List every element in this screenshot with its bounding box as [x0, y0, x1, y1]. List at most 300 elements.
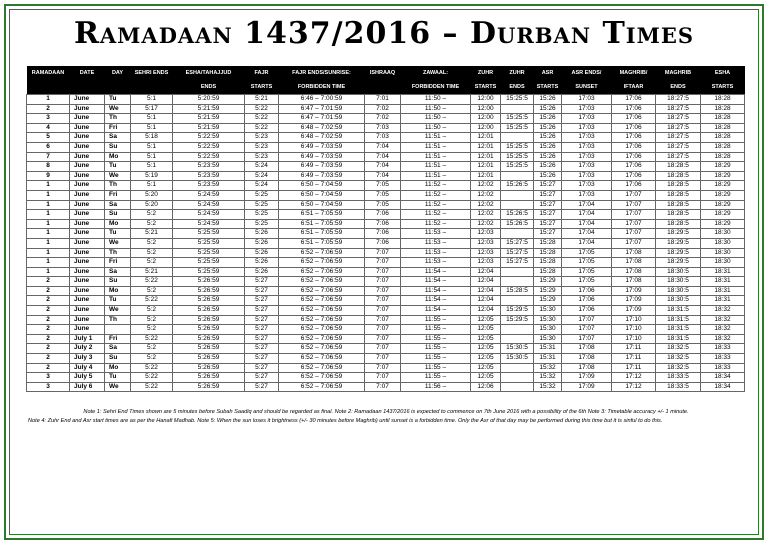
- table-cell: 7:05: [365, 181, 401, 191]
- table-cell: 6:52 – 7:06:59: [279, 248, 365, 258]
- table-cell: 18:28: [701, 95, 745, 105]
- table-cell: June: [70, 162, 105, 172]
- table-cell: Fri: [105, 334, 131, 344]
- table-cell: Fri: [105, 258, 131, 268]
- table-cell: 17:08: [562, 344, 612, 354]
- table-cell: [501, 373, 534, 383]
- table-cell: June: [70, 200, 105, 210]
- table-cell: 15:30: [534, 315, 562, 325]
- table-cell: 5:22: [131, 373, 173, 383]
- page-title: Ramadaan 1437/2016 – Durban Times: [73, 16, 695, 51]
- table-cell: 5:1: [131, 152, 173, 162]
- table-cell: We: [105, 238, 131, 248]
- table-cell: 17:06: [612, 123, 656, 133]
- table-row: [27, 95, 745, 105]
- table-cell: June: [70, 142, 105, 152]
- table-cell: 11:52 –: [401, 190, 471, 200]
- table-cell: 17:07: [612, 200, 656, 210]
- column-header: ENDS: [501, 80, 534, 95]
- table-cell: 17:07: [612, 219, 656, 229]
- table-cell: 5:2: [131, 248, 173, 258]
- table-cell: 12:01: [471, 142, 501, 152]
- table-cell: 6:52 – 7:06:59: [279, 258, 365, 268]
- table-cell: 17:03: [562, 162, 612, 172]
- table-row: [27, 373, 745, 383]
- table-cell: 18:30:5: [656, 296, 701, 306]
- table-cell: 7:07: [365, 334, 401, 344]
- table-cell: 6:52 – 7:06:59: [279, 306, 365, 316]
- table-row: [27, 277, 745, 287]
- table-row: [27, 104, 745, 114]
- column-header: FORBIDDEN TIME: [279, 80, 365, 95]
- table-cell: 5:1: [131, 114, 173, 124]
- table-cell: 5:24:59: [173, 210, 245, 220]
- table-cell: 18:30:5: [656, 286, 701, 296]
- table-cell: 6:49 – 7:03:59: [279, 152, 365, 162]
- table-cell: 7:07: [365, 306, 401, 316]
- table-cell: 12:01: [471, 152, 501, 162]
- table-cell: Tu: [105, 373, 131, 383]
- table-cell: June: [70, 114, 105, 124]
- table-cell: 12:05: [471, 315, 501, 325]
- table-cell: 7:07: [365, 248, 401, 258]
- table-cell: 17:04: [562, 238, 612, 248]
- table-cell: Su: [105, 277, 131, 287]
- table-cell: 12:00: [471, 95, 501, 105]
- table-cell: 18:29: [701, 200, 745, 210]
- table-cell: 18:27:5: [656, 104, 701, 114]
- table-cell: 5:27: [245, 363, 279, 373]
- table-cell: 18:29:5: [656, 248, 701, 258]
- table-cell: 6:51 – 7:05:59: [279, 229, 365, 239]
- table-cell: 5:2: [131, 306, 173, 316]
- table-cell: 12:05: [471, 354, 501, 364]
- table-cell: 5:27: [245, 325, 279, 335]
- table-row: [27, 133, 745, 143]
- table-cell: 15:32: [534, 373, 562, 383]
- table-cell: 12:06: [471, 382, 501, 392]
- table-cell: 18:31: [701, 286, 745, 296]
- table-cell: [105, 325, 131, 335]
- table-cell: 6:46 – 7:00:59: [279, 95, 365, 105]
- table-cell: 17:10: [612, 325, 656, 335]
- table-cell: [501, 334, 534, 344]
- table-cell: 15:26:5: [501, 181, 534, 191]
- table-row: [27, 267, 745, 277]
- table-cell: 15:25:5: [501, 95, 534, 105]
- table-cell: 17:09: [562, 373, 612, 383]
- table-cell: 7:07: [365, 296, 401, 306]
- table-cell: 11:52 –: [401, 219, 471, 229]
- table-cell: 17:07: [562, 325, 612, 335]
- table-cell: 17:06: [612, 104, 656, 114]
- table-cell: 5:22: [245, 104, 279, 114]
- table-row: [27, 325, 745, 335]
- table-cell: 17:11: [612, 344, 656, 354]
- table-cell: June: [70, 210, 105, 220]
- table-cell: 17:07: [612, 229, 656, 239]
- table-cell: 12:03: [471, 238, 501, 248]
- table-cell: 15:30: [534, 325, 562, 335]
- table-cell: 18:29: [701, 219, 745, 229]
- table-cell: 12:05: [471, 344, 501, 354]
- table-cell: Sa: [105, 344, 131, 354]
- table-cell: 15:30: [534, 306, 562, 316]
- table-cell: 17:12: [612, 373, 656, 383]
- table-cell: 5:26:59: [173, 325, 245, 335]
- table-cell: 18:31:5: [656, 306, 701, 316]
- table-cell: June: [70, 152, 105, 162]
- table-cell: 17:03: [562, 133, 612, 143]
- table-row: [27, 190, 745, 200]
- table-cell: 6:52 – 7:06:59: [279, 354, 365, 364]
- table-cell: 11:55 –: [401, 344, 471, 354]
- table-cell: Sa: [105, 267, 131, 277]
- table-cell: 5:19: [131, 171, 173, 181]
- column-header: FAJR ENDS/SUNRISE:: [279, 66, 365, 80]
- table-cell: 11:55 –: [401, 315, 471, 325]
- table-cell: 5:26:59: [173, 373, 245, 383]
- table-cell: 15:29: [534, 296, 562, 306]
- table-cell: 17:06: [612, 133, 656, 143]
- table-cell: 17:11: [612, 354, 656, 364]
- table-cell: 5:24:59: [173, 190, 245, 200]
- table-row: [27, 315, 745, 325]
- table-cell: 11:55 –: [401, 354, 471, 364]
- column-header: MAGHRIB: [656, 66, 701, 80]
- table-cell: 11:53 –: [401, 238, 471, 248]
- table-cell: 1: [27, 248, 70, 258]
- table-cell: 5:26:59: [173, 315, 245, 325]
- table-cell: 15:26: [534, 123, 562, 133]
- table-cell: 17:06: [562, 306, 612, 316]
- table-cell: 17:04: [562, 200, 612, 210]
- table-cell: 18:30: [701, 248, 745, 258]
- table-cell: 18:34: [701, 373, 745, 383]
- table-cell: 15:26: [534, 152, 562, 162]
- table-cell: 5:1: [131, 142, 173, 152]
- table-cell: 12:04: [471, 296, 501, 306]
- table-cell: 15:30:5: [501, 354, 534, 364]
- table-cell: 5:26: [245, 248, 279, 258]
- table-cell: 18:30: [701, 238, 745, 248]
- column-header: FAJR: [245, 66, 279, 80]
- table-cell: June: [70, 190, 105, 200]
- table-cell: 6:52 – 7:06:59: [279, 373, 365, 383]
- table-cell: Tu: [105, 95, 131, 105]
- table-cell: 1: [27, 200, 70, 210]
- column-header: MAGHRIB/: [612, 66, 656, 80]
- table-cell: 5:27: [245, 373, 279, 383]
- table-cell: 6:49 – 7:03:59: [279, 142, 365, 152]
- table-cell: 1: [27, 258, 70, 268]
- table-cell: 3: [27, 382, 70, 392]
- column-header: [131, 80, 173, 95]
- table-cell: 5:22:59: [173, 142, 245, 152]
- table-cell: 11:52 –: [401, 200, 471, 210]
- table-cell: Su: [105, 142, 131, 152]
- table-cell: 5:26:59: [173, 286, 245, 296]
- table-cell: 18:31:5: [656, 315, 701, 325]
- table-cell: 18:32:5: [656, 344, 701, 354]
- table-cell: 5:22: [131, 382, 173, 392]
- table-cell: July 2: [70, 344, 105, 354]
- table-cell: 17:05: [562, 258, 612, 268]
- column-header: FORBIDDEN TIME: [401, 80, 471, 95]
- table-cell: 18:33: [701, 344, 745, 354]
- table-cell: 17:08: [562, 363, 612, 373]
- table-cell: June: [70, 248, 105, 258]
- table-cell: 15:26: [534, 133, 562, 143]
- table-cell: 5:26: [245, 238, 279, 248]
- table-cell: 1: [27, 210, 70, 220]
- column-header: DAY: [105, 66, 131, 80]
- table-cell: 5:18: [131, 133, 173, 143]
- table-cell: 5:27: [245, 315, 279, 325]
- table-cell: 12:05: [471, 334, 501, 344]
- table-cell: 6:47 – 7:01:59: [279, 104, 365, 114]
- table-cell: 11:55 –: [401, 363, 471, 373]
- table-cell: 5:2: [131, 315, 173, 325]
- table-cell: 5:25:59: [173, 267, 245, 277]
- table-cell: 18:31: [701, 277, 745, 287]
- table-cell: 6:52 – 7:06:59: [279, 344, 365, 354]
- table-cell: July 1: [70, 334, 105, 344]
- table-cell: 18:27:5: [656, 142, 701, 152]
- table-cell: [501, 200, 534, 210]
- table-cell: June: [70, 286, 105, 296]
- table-cell: 12:04: [471, 267, 501, 277]
- table-cell: 17:06: [612, 152, 656, 162]
- table-cell: Sa: [105, 133, 131, 143]
- column-header: STARTS: [245, 80, 279, 95]
- table-row: [27, 382, 745, 392]
- table-cell: 5:27: [245, 277, 279, 287]
- table-cell: 1: [27, 190, 70, 200]
- table-cell: Tu: [105, 162, 131, 172]
- table-cell: 17:07: [612, 190, 656, 200]
- table-cell: 5:2: [131, 344, 173, 354]
- table-cell: 5:22:59: [173, 133, 245, 143]
- table-cell: 11:52 –: [401, 210, 471, 220]
- table-cell: [501, 325, 534, 335]
- table-cell: 15:26: [534, 104, 562, 114]
- table-cell: Sa: [105, 200, 131, 210]
- column-header: IFTAAR: [612, 80, 656, 95]
- table-row: [27, 238, 745, 248]
- table-cell: 2: [27, 306, 70, 316]
- table-cell: 5:23: [245, 142, 279, 152]
- table-cell: 17:05: [562, 277, 612, 287]
- table-cell: 7:07: [365, 325, 401, 335]
- table-cell: 18:29:5: [656, 229, 701, 239]
- table-cell: 17:11: [612, 363, 656, 373]
- table-cell: 11:50 –: [401, 123, 471, 133]
- table-cell: 17:05: [562, 267, 612, 277]
- table-cell: 15:28:5: [501, 286, 534, 296]
- table-cell: 18:30: [701, 229, 745, 239]
- table-cell: 6:50 – 7:04:59: [279, 190, 365, 200]
- table-cell: 17:07: [562, 334, 612, 344]
- table-cell: 2: [27, 363, 70, 373]
- table-cell: 5:24: [245, 171, 279, 181]
- table-cell: 5:25:59: [173, 238, 245, 248]
- table-cell: June: [70, 171, 105, 181]
- table-cell: 2: [27, 354, 70, 364]
- table-cell: 18:28: [701, 152, 745, 162]
- table-cell: 18:28:5: [656, 190, 701, 200]
- table-cell: 17:03: [562, 190, 612, 200]
- table-cell: Tu: [105, 296, 131, 306]
- table-cell: 18:32:5: [656, 354, 701, 364]
- table-cell: We: [105, 306, 131, 316]
- table-cell: 17:06: [562, 286, 612, 296]
- table-cell: 12:04: [471, 306, 501, 316]
- table-cell: 5:2: [131, 219, 173, 229]
- table-cell: 11:53 –: [401, 248, 471, 258]
- table-cell: 6:52 – 7:06:59: [279, 363, 365, 373]
- table-cell: 1: [27, 229, 70, 239]
- table-cell: 3: [27, 373, 70, 383]
- table-cell: 6:50 – 7:04:59: [279, 200, 365, 210]
- table-cell: June: [70, 267, 105, 277]
- table-cell: 6:52 – 7:06:59: [279, 277, 365, 287]
- table-cell: [501, 171, 534, 181]
- header-row: [27, 80, 745, 95]
- table-cell: 2: [27, 334, 70, 344]
- table-cell: 15:29: [534, 277, 562, 287]
- table-cell: June: [70, 104, 105, 114]
- table-cell: 17:08: [612, 267, 656, 277]
- table-cell: 5:27: [245, 306, 279, 316]
- table-cell: Su: [105, 354, 131, 364]
- table-cell: 5:20: [131, 200, 173, 210]
- table-cell: 17:04: [562, 210, 612, 220]
- table-cell: 11:54 –: [401, 267, 471, 277]
- table-row: [27, 123, 745, 133]
- table-cell: 5:26: [245, 267, 279, 277]
- table-cell: 7:07: [365, 354, 401, 364]
- table-cell: 17:03: [562, 171, 612, 181]
- table-cell: 15:26: [534, 114, 562, 124]
- table-row: [27, 142, 745, 152]
- table-row: [27, 344, 745, 354]
- table-cell: 15:27: [534, 210, 562, 220]
- table-cell: 6:52 – 7:06:59: [279, 325, 365, 335]
- table-cell: 17:09: [612, 296, 656, 306]
- table-cell: 2: [27, 104, 70, 114]
- table-cell: 15:27:5: [501, 248, 534, 258]
- table-cell: 3: [27, 114, 70, 124]
- column-header: ENDS: [173, 80, 245, 95]
- table-cell: 5:23:59: [173, 181, 245, 191]
- table-cell: 18:31:5: [656, 325, 701, 335]
- table-cell: 15:30:5: [501, 344, 534, 354]
- table-cell: 5:2: [131, 258, 173, 268]
- table-cell: 7: [27, 152, 70, 162]
- table-cell: Fri: [105, 190, 131, 200]
- table-cell: 11:54 –: [401, 286, 471, 296]
- table-cell: 5:1: [131, 181, 173, 191]
- table-cell: 7:07: [365, 315, 401, 325]
- table-cell: 5:26:59: [173, 382, 245, 392]
- table-cell: 17:08: [612, 258, 656, 268]
- column-header: STARTS: [534, 80, 562, 95]
- timetable-header: [27, 66, 745, 95]
- table-cell: 18:33:5: [656, 373, 701, 383]
- table-cell: 2: [27, 277, 70, 287]
- table-cell: 5:23: [245, 133, 279, 143]
- table-cell: 12:02: [471, 210, 501, 220]
- table-cell: 15:31: [534, 354, 562, 364]
- table-cell: June: [70, 123, 105, 133]
- table-cell: 17:06: [612, 181, 656, 191]
- table-cell: [501, 190, 534, 200]
- table-cell: 7:02: [365, 104, 401, 114]
- timetable: [26, 66, 745, 392]
- column-header: [365, 80, 401, 95]
- table-cell: 6:51 – 7:05:59: [279, 238, 365, 248]
- table-cell: 5:24: [245, 181, 279, 191]
- table-cell: June: [70, 133, 105, 143]
- table-cell: 18:33:5: [656, 382, 701, 392]
- table-cell: July 6: [70, 382, 105, 392]
- column-header: ENDS: [656, 80, 701, 95]
- table-cell: 18:27:5: [656, 133, 701, 143]
- table-cell: 18:28:5: [656, 200, 701, 210]
- table-cell: 5:2: [131, 238, 173, 248]
- table-cell: 17:12: [612, 382, 656, 392]
- table-cell: June: [70, 258, 105, 268]
- table-row: [27, 306, 745, 316]
- table-cell: 5:20: [131, 190, 173, 200]
- table-cell: 5:25: [245, 190, 279, 200]
- table-cell: 5:25: [245, 210, 279, 220]
- table-cell: 18:29: [701, 171, 745, 181]
- table-cell: 11:53 –: [401, 258, 471, 268]
- table-cell: 17:03: [562, 142, 612, 152]
- table-cell: 7:01: [365, 95, 401, 105]
- table-cell: 12:00: [471, 114, 501, 124]
- note-line-2: Note 4: Zuhr End and Asr start times are as per the Hanafi Madhab. Note 5: When the sun loses it brightness (+/- 30 minutes before Maghrib) until sunset is a forbidden time. Only the Asr of that day may be performed during this time but it is sinful to do this.: [28, 418, 663, 424]
- table-cell: 11:55 –: [401, 334, 471, 344]
- table-cell: 2: [27, 325, 70, 335]
- table-cell: 17:03: [562, 181, 612, 191]
- table-cell: 12:02: [471, 181, 501, 191]
- table-cell: 18:29: [701, 210, 745, 220]
- table-cell: 5:2: [131, 286, 173, 296]
- table-cell: 7:05: [365, 200, 401, 210]
- table-cell: 5:25: [245, 219, 279, 229]
- column-header: ISHRAAQ: [365, 66, 401, 80]
- table-cell: 17:06: [562, 296, 612, 306]
- table-cell: 5:22: [131, 334, 173, 344]
- table-cell: 15:28: [534, 258, 562, 268]
- table-cell: 15:27:5: [501, 238, 534, 248]
- table-cell: 2: [27, 296, 70, 306]
- column-header: ZUHR: [501, 66, 534, 80]
- table-cell: 6:52 – 7:06:59: [279, 315, 365, 325]
- table-cell: 5:27: [245, 334, 279, 344]
- header-row: [27, 66, 745, 80]
- table-cell: 17:06: [612, 95, 656, 105]
- table-cell: 15:28: [534, 267, 562, 277]
- table-cell: 18:27:5: [656, 114, 701, 124]
- column-header: SUNSET: [562, 80, 612, 95]
- table-cell: 5:22: [245, 114, 279, 124]
- table-cell: June: [70, 296, 105, 306]
- table-cell: 15:25:5: [501, 152, 534, 162]
